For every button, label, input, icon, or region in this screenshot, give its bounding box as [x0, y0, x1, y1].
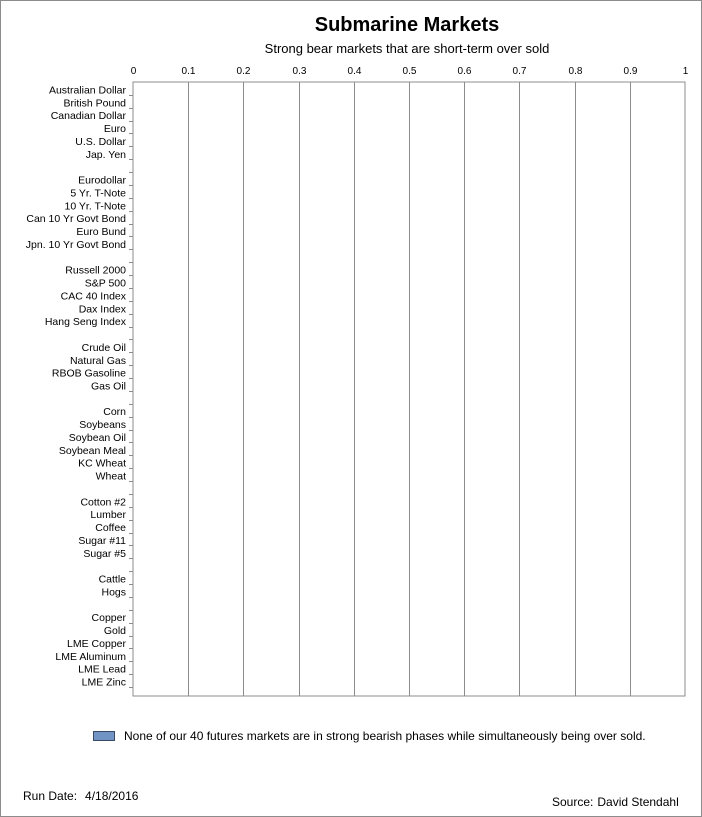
category-label: Australian Dollar: [48, 84, 126, 97]
category-label: Dax Index: [78, 303, 126, 316]
category-label: Euro Bund: [76, 226, 126, 239]
legend-swatch: [93, 731, 115, 741]
x-tick-label: 1: [682, 66, 689, 77]
category-label: Crude Oil: [81, 341, 126, 354]
category-label: 5 Yr. T-Note: [70, 187, 126, 200]
category-label: Corn: [103, 406, 126, 419]
category-label: Wheat: [95, 470, 126, 483]
category-label: Soybean Meal: [58, 444, 126, 457]
source-label: Source:: [552, 795, 594, 809]
category-label: Cattle: [98, 573, 126, 586]
category-label: RBOB Gasoline: [51, 367, 126, 380]
category-label: CAC 40 Index: [60, 290, 126, 303]
category-label: Natural Gas: [69, 354, 126, 367]
run-date: [23, 789, 138, 803]
category-label: Hang Seng Index: [44, 316, 126, 329]
category-label: LME Lead: [78, 663, 126, 676]
category-label: Copper: [91, 612, 126, 625]
x-tick-label: 0.6: [457, 66, 472, 77]
category-label: Jpn. 10 Yr Govt Bond: [25, 238, 126, 251]
run-date-label: Run Date:: [23, 789, 78, 803]
category-label: LME Copper: [67, 637, 126, 650]
legend-label: None of our 40 futures markets are in strong bearish phases while simultaneously being over sold.: [124, 729, 646, 743]
category-label: Canadian Dollar: [50, 110, 126, 123]
category-label: Euro: [103, 123, 126, 136]
chart-subtitle: Strong bear markets that are short-term over sold: [264, 41, 550, 56]
category-label: U.S. Dollar: [75, 135, 126, 148]
x-tick-label: 0.8: [568, 66, 583, 77]
category-label: British Pound: [63, 97, 126, 110]
x-tick-label: 0.1: [181, 66, 196, 77]
x-tick-label: 0: [130, 66, 137, 77]
category-label: Cotton #2: [80, 496, 126, 509]
category-label: Russell 2000: [65, 264, 126, 277]
x-tick-label: 0.9: [623, 66, 638, 77]
category-label: Gold: [103, 625, 126, 638]
category-label: Lumber: [90, 509, 126, 522]
run-date-value: 4/18/2016: [85, 789, 139, 803]
x-tick-label: 0.2: [236, 66, 251, 77]
x-tick-label: 0.5: [402, 66, 417, 77]
category-label: Soybean Oil: [68, 431, 126, 444]
x-tick-label: 0.4: [347, 66, 362, 77]
category-label: Hogs: [101, 586, 126, 599]
x-tick-label: 0.7: [512, 66, 527, 77]
category-label: LME Aluminum: [55, 650, 126, 663]
category-label: Eurodollar: [78, 174, 126, 187]
legend: [93, 729, 646, 743]
chart-title: Submarine Markets: [314, 14, 500, 36]
x-tick-label: 0.3: [292, 66, 307, 77]
category-label: Can 10 Yr Govt Bond: [26, 213, 126, 226]
source-credit: [552, 795, 679, 809]
category-label: S&P 500: [84, 277, 126, 290]
category-label: Jap. Yen: [85, 148, 126, 161]
category-label: Gas Oil: [90, 380, 126, 393]
category-label: Sugar #5: [83, 547, 126, 560]
source-value: David Stendahl: [597, 795, 679, 809]
category-label: KC Wheat: [78, 457, 126, 470]
category-label: 10 Yr. T-Note: [64, 200, 126, 213]
category-label: Soybeans: [79, 419, 126, 432]
category-label: Sugar #11: [78, 534, 126, 547]
category-label: Coffee: [95, 522, 126, 535]
category-label: LME Zinc: [81, 676, 126, 689]
